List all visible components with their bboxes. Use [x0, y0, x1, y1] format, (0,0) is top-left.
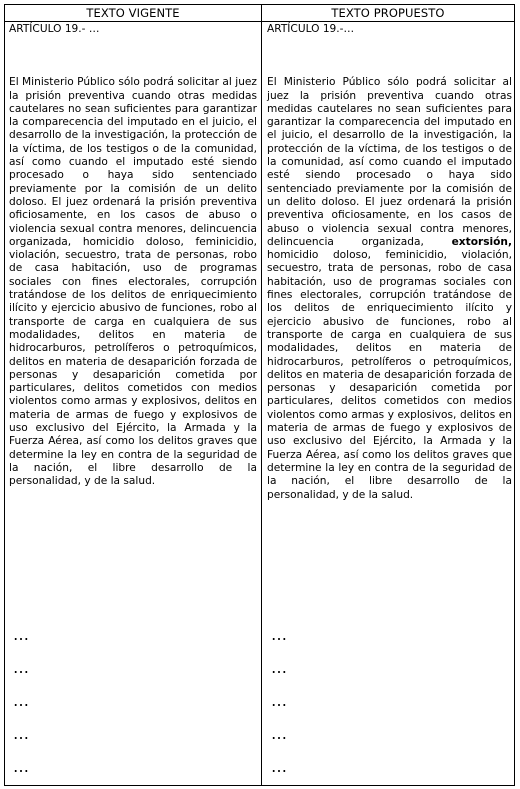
current-ellipsis-5: … [13, 757, 29, 776]
header-current-text: TEXTO VIGENTE [86, 6, 180, 20]
proposed-added-term: extorsión, [451, 235, 512, 248]
proposed-ellipsis-2: … [271, 658, 287, 677]
proposed-text-after: homicidio doloso, feminicidio, violación, secuestro, trata de personas, robo de casa habitación, uso de programas sociales con fines electorales, corrupción tratándose de los delitos de enriquecimiento ilícito y ejercicio abusivo de funciones, robo al transporte de carga en cualquiera de sus modalidades, delitos en materia de hidrocarburos, petrolíferos o petroquímicos, delitos en materia de desaparición forzada de personas y desaparición cometida por particulares, delitos cometidos con medios violentos como armas y explosivos, delitos en materia de armas de fuego y explosivos de uso exclusivo del Ejército, la Armada y la Fuerza Aérea, así como los delitos graves que determine la ley en contra de la seguridad de la nación, el libre desarrollo de la personalidad, y de la salud. [267, 249, 512, 501]
current-ellipsis-2: … [13, 658, 29, 677]
proposed-ellipsis-3: … [271, 691, 287, 710]
column-divider [261, 5, 262, 785]
current-article-paragraph: El Ministerio Público sólo podrá solicitar al juez la prisión preventiva cuando otras medidas cautelares no sean suficientes para garantizar la comparecencia del imputado en el juicio, el desarrollo de la investigación, la protección de la víctima, de los testigos o de la comunidad, así como cuando el imputado esté siendo procesado o haya sido sentenciado previamente por la comisión de un delito doloso. El juez ordenará la prisión preventiva oficiosamente, en los casos de abuso o violencia sexual contra menores, delincuencia organizada, homicidio doloso, feminicidio, violación, secuestro, trata de personas, robo de casa habitación, uso de programas sociales con fines electorales, corrupción tratándose de los delitos de enriquecimiento ilícito y ejercicio abusivo de funciones, robo al transporte de carga en cualquiera de sus modalidades, delitos en materia de hidrocarburos, petrolíferos o petroquímicos, delitos en materia de desaparición forzada de personas y desaparición cometida por particulares, delitos cometidos con medios violentos como armas y explosivos, delitos en materia de armas de fuego y explosivos de uso exclusivo del Ejército, la Armada y la Fuerza Aérea, así como los delitos graves que determine la ley en contra de la seguridad de la nación, el libre desarrollo de la personalidad, y de la salud. [9, 76, 257, 488]
proposed-ellipsis-1: … [271, 625, 287, 644]
proposed-ellipsis-4: … [271, 724, 287, 743]
comparison-table [4, 4, 515, 786]
proposed-text-column [267, 22, 512, 502]
current-article-heading: ARTÍCULO 19.- … [9, 23, 100, 35]
proposed-article-heading: ARTÍCULO 19.-… [267, 23, 355, 35]
current-ellipsis-3: … [13, 691, 29, 710]
proposed-ellipsis-5: … [271, 757, 287, 776]
current-ellipsis-1: … [13, 625, 29, 644]
header-proposed-text: TEXTO PROPUESTO [331, 6, 445, 20]
current-ellipsis-4: … [13, 724, 29, 743]
proposed-text-before: El Ministerio Público sólo podrá solicitar al juez la prisión preventiva cuando otras medidas cautelares no sean suficientes para garantizar la comparecencia del imputado en el juicio, el desarrollo de la investigación, la protección de la víctima, de los testigos o de la comunidad, así como cuando el imputado esté siendo procesado o haya sido sentenciado previamente por la comisión de un delito doloso. El juez ordenará la prisión preventiva oficiosamente, en los casos de abuso o violencia sexual contra menores, delincuencia organizada, [267, 76, 512, 248]
current-text-column [9, 22, 257, 489]
proposed-article-paragraph [267, 76, 512, 502]
